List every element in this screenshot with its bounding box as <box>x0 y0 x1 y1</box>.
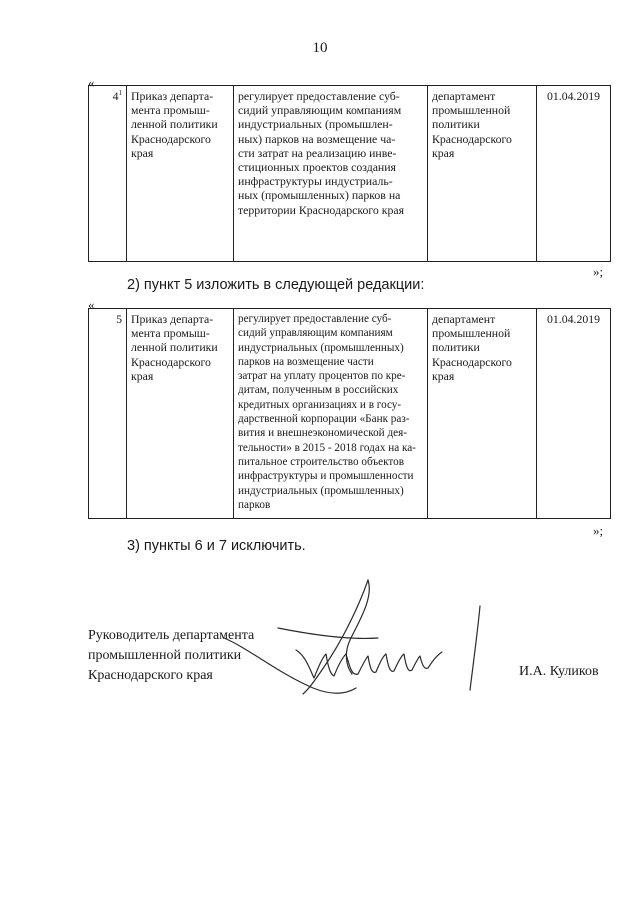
description-line: индустриальных (промышленных) <box>238 341 404 354</box>
document-line: края <box>131 145 154 160</box>
open-quote-1: « <box>88 75 95 90</box>
description-cell <box>234 86 428 262</box>
department-line: Краснодарского <box>432 354 512 369</box>
department-line: края <box>432 145 455 160</box>
description-line: инфраструктуры и промышленности <box>238 470 414 483</box>
table-row <box>89 309 611 519</box>
signatory-name: И.А. Куликов <box>519 664 599 679</box>
row-number: 4 <box>112 89 119 103</box>
document-line: Краснодарского <box>131 131 211 146</box>
row-number-cell <box>89 86 127 262</box>
amendment-table-1 <box>88 85 611 262</box>
document-line: края <box>131 368 154 383</box>
department-line: промышленной <box>432 103 511 118</box>
description-line: регулирует предоставление суб- <box>238 313 392 325</box>
department-cell <box>428 309 537 519</box>
signatory-title-line: Краснодарского края <box>88 668 213 683</box>
row-number: 5 <box>116 312 122 326</box>
effective-date: 01.04.2019 <box>546 89 601 103</box>
department-line: промышленной <box>432 326 511 341</box>
department-cell <box>428 86 537 262</box>
page-number: 10 <box>312 40 328 56</box>
instruction-3: 3) пункты 6 и 7 исключить. <box>127 538 306 554</box>
handwritten-signature <box>218 578 508 708</box>
description-line: индустриальных (промышленных) <box>238 484 404 497</box>
department-line: политики <box>432 340 480 355</box>
department-line: департамент <box>432 312 496 326</box>
document-line: ленной политики <box>131 117 218 132</box>
document-line: Краснодарского <box>131 354 211 369</box>
document-line: мента промыш- <box>131 103 210 118</box>
signatory-title-line: Руководитель департамента <box>88 628 255 643</box>
description-line: тельности» в 2015 - 2018 годах на ка- <box>238 441 416 454</box>
description-line: сти затрат на реализацию инве- <box>238 145 397 160</box>
description-line: питальное строительство объектов <box>238 455 405 468</box>
document-line: Приказ департа- <box>131 89 214 103</box>
description-line: регулирует предоставление суб- <box>238 89 400 103</box>
department-line: политики <box>432 117 480 132</box>
description-line: стиционных проектов создания <box>238 160 396 175</box>
close-quote-1: »; <box>593 264 604 279</box>
description-line: сидий управляющим компаниям <box>238 327 393 340</box>
description-line: парков на возмещение части <box>238 355 374 368</box>
amendment-table-2 <box>88 308 611 519</box>
instruction-2: 2) пункт 5 изложить в следующей редакции: <box>127 277 425 293</box>
signatory-title-line: промышленной политики <box>88 648 242 663</box>
description-line: инфраструктуры индустриаль- <box>238 174 393 189</box>
document-line: Приказ департа- <box>131 312 214 326</box>
document-cell <box>127 309 234 519</box>
document-cell <box>127 86 234 262</box>
date-cell <box>537 86 611 262</box>
description-line: дарственной корпорации «Банк раз- <box>238 413 410 426</box>
open-quote-2: « <box>88 297 95 312</box>
department-line: края <box>432 368 455 383</box>
description-line: дитам, полученным в российских <box>238 384 399 397</box>
description-line: ных) парков на возмещение ча- <box>238 131 396 146</box>
close-quote-2: »; <box>593 523 604 538</box>
description-line: сидий управляющим компаниям <box>238 103 402 118</box>
description-cell <box>234 309 428 519</box>
department-line: Краснодарского <box>432 131 512 146</box>
description-line: кредитных организациях и в госу- <box>238 398 402 411</box>
table-row <box>89 86 611 262</box>
effective-date: 01.04.2019 <box>546 312 601 326</box>
document-line: ленной политики <box>131 340 218 355</box>
document-line: мента промыш- <box>131 326 210 341</box>
row-number-superscript: 1 <box>118 89 122 98</box>
description-line: территории Краснодарского края <box>238 202 405 217</box>
description-line: индустриальных (промышлен- <box>238 117 393 132</box>
description-line: ных (промышленных) парков на <box>238 188 401 203</box>
description-line: затрат на уплату процентов по кре- <box>238 370 406 383</box>
date-cell <box>537 309 611 519</box>
description-line: парков <box>238 498 271 511</box>
row-number-cell <box>89 309 127 519</box>
description-line: вития и внешнеэкономической дея- <box>238 427 407 440</box>
department-line: департамент <box>432 89 496 103</box>
